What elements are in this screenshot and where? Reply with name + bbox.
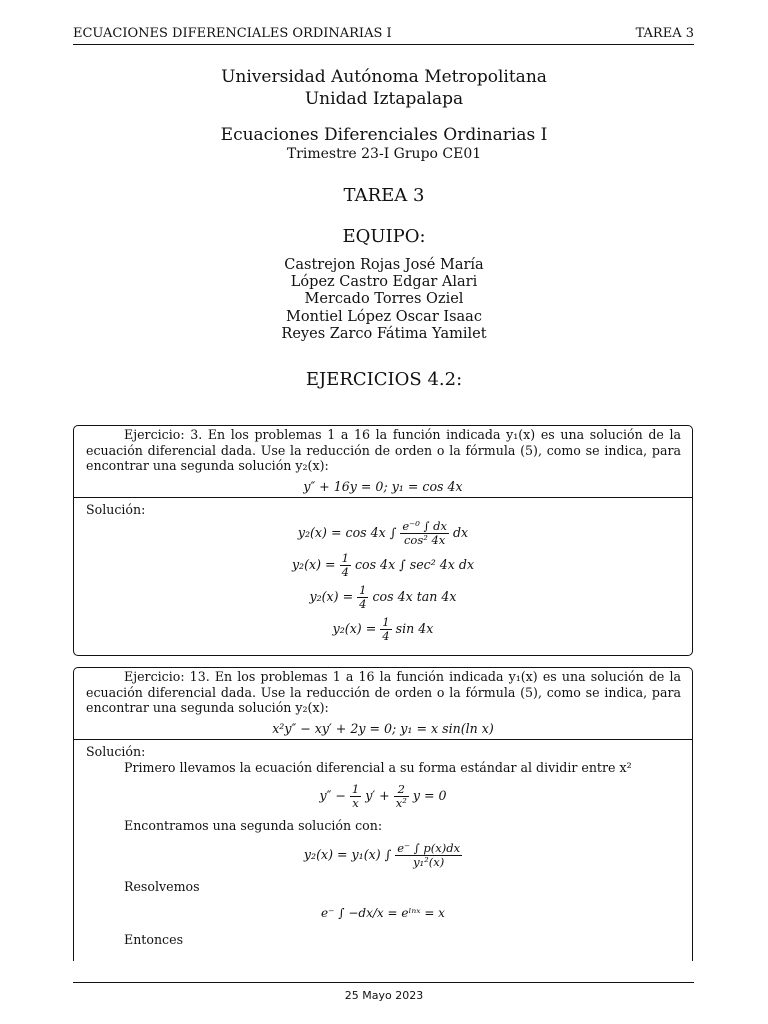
- exercise-box-13: [73, 667, 693, 961]
- fraction: $\frac{1}{4}$: [341, 550, 349, 579]
- fraction: $\frac{1}{x}$: [351, 782, 360, 810]
- team-heading: EQUIPO:: [342, 226, 426, 247]
- standard-form-equation: y″ − $\frac{1}{x}$ y′ + $\frac{2}{\text{x²}}$ y = 0: [319, 782, 447, 810]
- solution-text: Entonces: [124, 931, 184, 947]
- fraction: $\frac{e^- \int p(x)dx}{\text{y₁²(x)}}$: [397, 840, 461, 869]
- fraction: $\frac{\text{e⁻⁰ ∫ dx}}{\text{cos² 4x}}$: [402, 518, 447, 547]
- footer-date: 25 Mayo 2023: [344, 989, 424, 1002]
- integral-result: e⁻ ∫ −dx/x = eˡⁿˣ = x: [321, 906, 445, 920]
- team-members: [0, 257, 768, 343]
- solution-step-4: y₂(x) = $\frac{1}{4}$ sin 4x: [332, 614, 434, 643]
- member-name: Castrejon Rojas José María: [284, 257, 484, 273]
- exercise-equation: y″ + 16y = 0; y₁ = cos 4x: [303, 478, 463, 494]
- exercise-statement: Ejercicio: 13. En los problemas 1 a 16 la función indicada y₁(x) es una solución de la ecuación diferencial dada. Use la reducción de orden o la fórmula (5), como se indica, para encontrar una segunda solución y₂(x):: [86, 669, 681, 715]
- running-header: [73, 26, 694, 45]
- member-name: López Castro Edgar Alari: [290, 274, 478, 291]
- member-name: Mercado Torres Oziel: [304, 291, 464, 308]
- solution-step-1: y₂(x) = cos 4x ∫ $\frac{\text{e⁻⁰ ∫ dx}}{\text{cos² 4x}}$ dx: [297, 518, 469, 547]
- solution-text: Primero llevamos la ecuación diferencial a su forma estándar al dividir entre x²: [124, 759, 632, 775]
- exercises-heading: EJERCICIOS 4.2:: [305, 369, 463, 391]
- footer-rule: [73, 982, 694, 983]
- member-name: Montiel López Oscar Isaac: [286, 308, 482, 325]
- reduction-formula: y₂(x) = y₁(x) ∫ $\frac{e^- \int p(x)dx}{\text{y₁²(x)}}$: [303, 840, 461, 869]
- term-line: Trimestre 23-I Grupo CE01: [286, 146, 482, 162]
- fraction: $\frac{1}{4}$: [359, 582, 367, 611]
- member-name: Reyes Zarco Fátima Yamilet: [281, 325, 487, 342]
- exercise-box-3: [73, 425, 693, 656]
- exercise-equation: x²y″ − xy′ + 2y = 0; y₁ = x sin(ln x): [272, 720, 494, 736]
- solution-label: Solución:: [86, 744, 146, 759]
- solution-label: Solución:: [86, 502, 146, 517]
- course-title: Ecuaciones Diferenciales Ordinarias I: [220, 125, 548, 145]
- solution-step-3: y₂(x) = $\frac{1}{4}$ cos 4x tan 4x: [309, 582, 457, 611]
- title-block: [0, 66, 768, 390]
- unit-name: Unidad Iztapalapa: [304, 89, 464, 109]
- university-name: Universidad Autónoma Metropolitana: [221, 67, 547, 87]
- header-course: ECUACIONES DIFERENCIALES ORDINARIAS I: [73, 26, 392, 41]
- fraction: $\frac{2}{\text{x²}}$: [395, 782, 407, 810]
- solution-step-2: y₂(x) = $\frac{1}{4}$ cos 4x ∫ sec² 4x dx: [291, 550, 475, 579]
- solution-text: Encontramos una segunda solución con:: [124, 818, 383, 833]
- header-homework: TAREA 3: [635, 26, 694, 41]
- solution-text: Resolvemos: [124, 878, 200, 894]
- fraction: $\frac{1}{4}$: [382, 614, 390, 643]
- homework-title: TAREA 3: [343, 185, 425, 206]
- exercise-statement: Ejercicio: 3. En los problemas 1 a 16 la función indicada y₁(x) es una solución de la ecuación diferencial dada. Use la reducción de orden o la fórmula (5), como se indica, para encontrar una segunda solución y₂(x):: [86, 427, 681, 473]
